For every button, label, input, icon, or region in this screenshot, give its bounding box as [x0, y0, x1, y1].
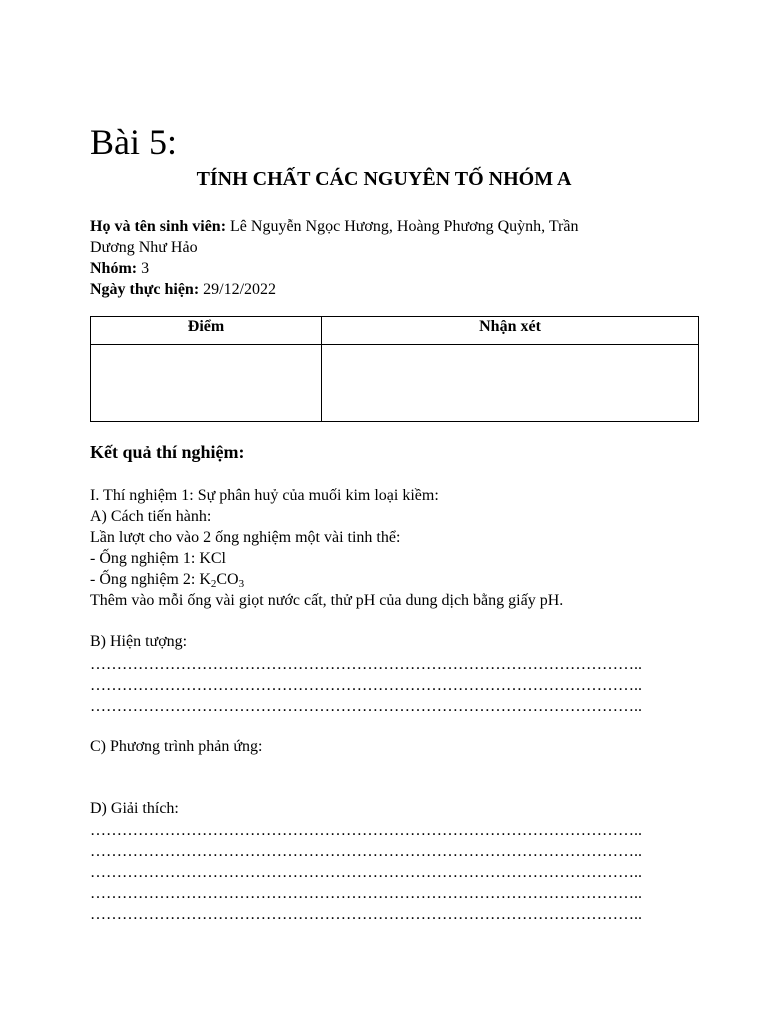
procedure-line-2: - Ống nghiệm 1: KCl [90, 550, 226, 567]
date-label: Ngày thực hiện: [90, 281, 200, 298]
formula-middle: CO [216, 571, 239, 588]
explanation-answer-line[interactable]: ………………………………………………………………………………………….. [90, 864, 642, 881]
procedure-label: A) Cách tiến hành: [90, 508, 212, 525]
explanation-answer-line[interactable]: ………………………………………………………………………………………….. [90, 822, 642, 839]
procedure-line-1: Lần lượt cho vào 2 ống nghiệm một vài tinh thể: [90, 529, 401, 546]
students-line [90, 216, 578, 237]
grade-table-body-row [91, 345, 699, 422]
formula-prefix: - Ống nghiệm 2: K [90, 571, 211, 588]
grade-table-header-row [91, 317, 699, 345]
explanation-label: D) Giải thích: [90, 800, 179, 817]
explanation-answer-line[interactable]: ………………………………………………………………………………………….. [90, 843, 642, 860]
procedure-line-4: Thêm vào mỗi ống vài giọt nước cất, thử pH của dung dịch bằng giấy pH. [90, 592, 564, 609]
formula-subscript-2: 3 [238, 578, 245, 590]
students-label: Họ và tên sinh viên: [90, 218, 227, 235]
explanation-answer-line[interactable]: ………………………………………………………………………………………….. [90, 906, 642, 923]
formula-subscript-1: 2 [210, 578, 217, 590]
students-line-continued: Dương Như Hảo [90, 239, 198, 256]
group-line [90, 258, 149, 279]
comment-cell[interactable] [322, 345, 699, 422]
grade-table [90, 316, 699, 422]
explanation-answer-line[interactable]: ………………………………………………………………………………………….. [90, 885, 642, 902]
score-cell[interactable] [91, 345, 322, 422]
date-value: 29/12/2022 [203, 281, 277, 298]
group-label: Nhóm: [90, 260, 138, 277]
phenomenon-answer-line[interactable]: ………………………………………………………………………………………….. [90, 698, 642, 715]
phenomenon-answer-line[interactable]: ………………………………………………………………………………………….. [90, 656, 642, 673]
document-title: TÍNH CHẤT CÁC NGUYÊN TỐ NHÓM A [196, 168, 572, 190]
score-header: Điểm [91, 317, 322, 345]
phenomenon-label: B) Hiện tượng: [90, 633, 188, 650]
procedure-line-3 [90, 569, 244, 590]
equation-label: C) Phương trình phản ứng: [90, 738, 263, 755]
date-line [90, 279, 276, 300]
students-value: Lê Nguyễn Ngọc Hương, Hoàng Phương Quỳnh, Trần [230, 218, 579, 235]
experiment-title: I. Thí nghiệm 1: Sự phân huỷ của muối kim loại kiềm: [90, 487, 439, 504]
group-value: 3 [141, 260, 150, 277]
lesson-number: Bài 5: [90, 122, 177, 162]
comment-header: Nhận xét [322, 317, 699, 345]
results-heading: Kết quả thí nghiệm: [90, 442, 245, 462]
phenomenon-answer-line[interactable]: ………………………………………………………………………………………….. [90, 677, 642, 694]
